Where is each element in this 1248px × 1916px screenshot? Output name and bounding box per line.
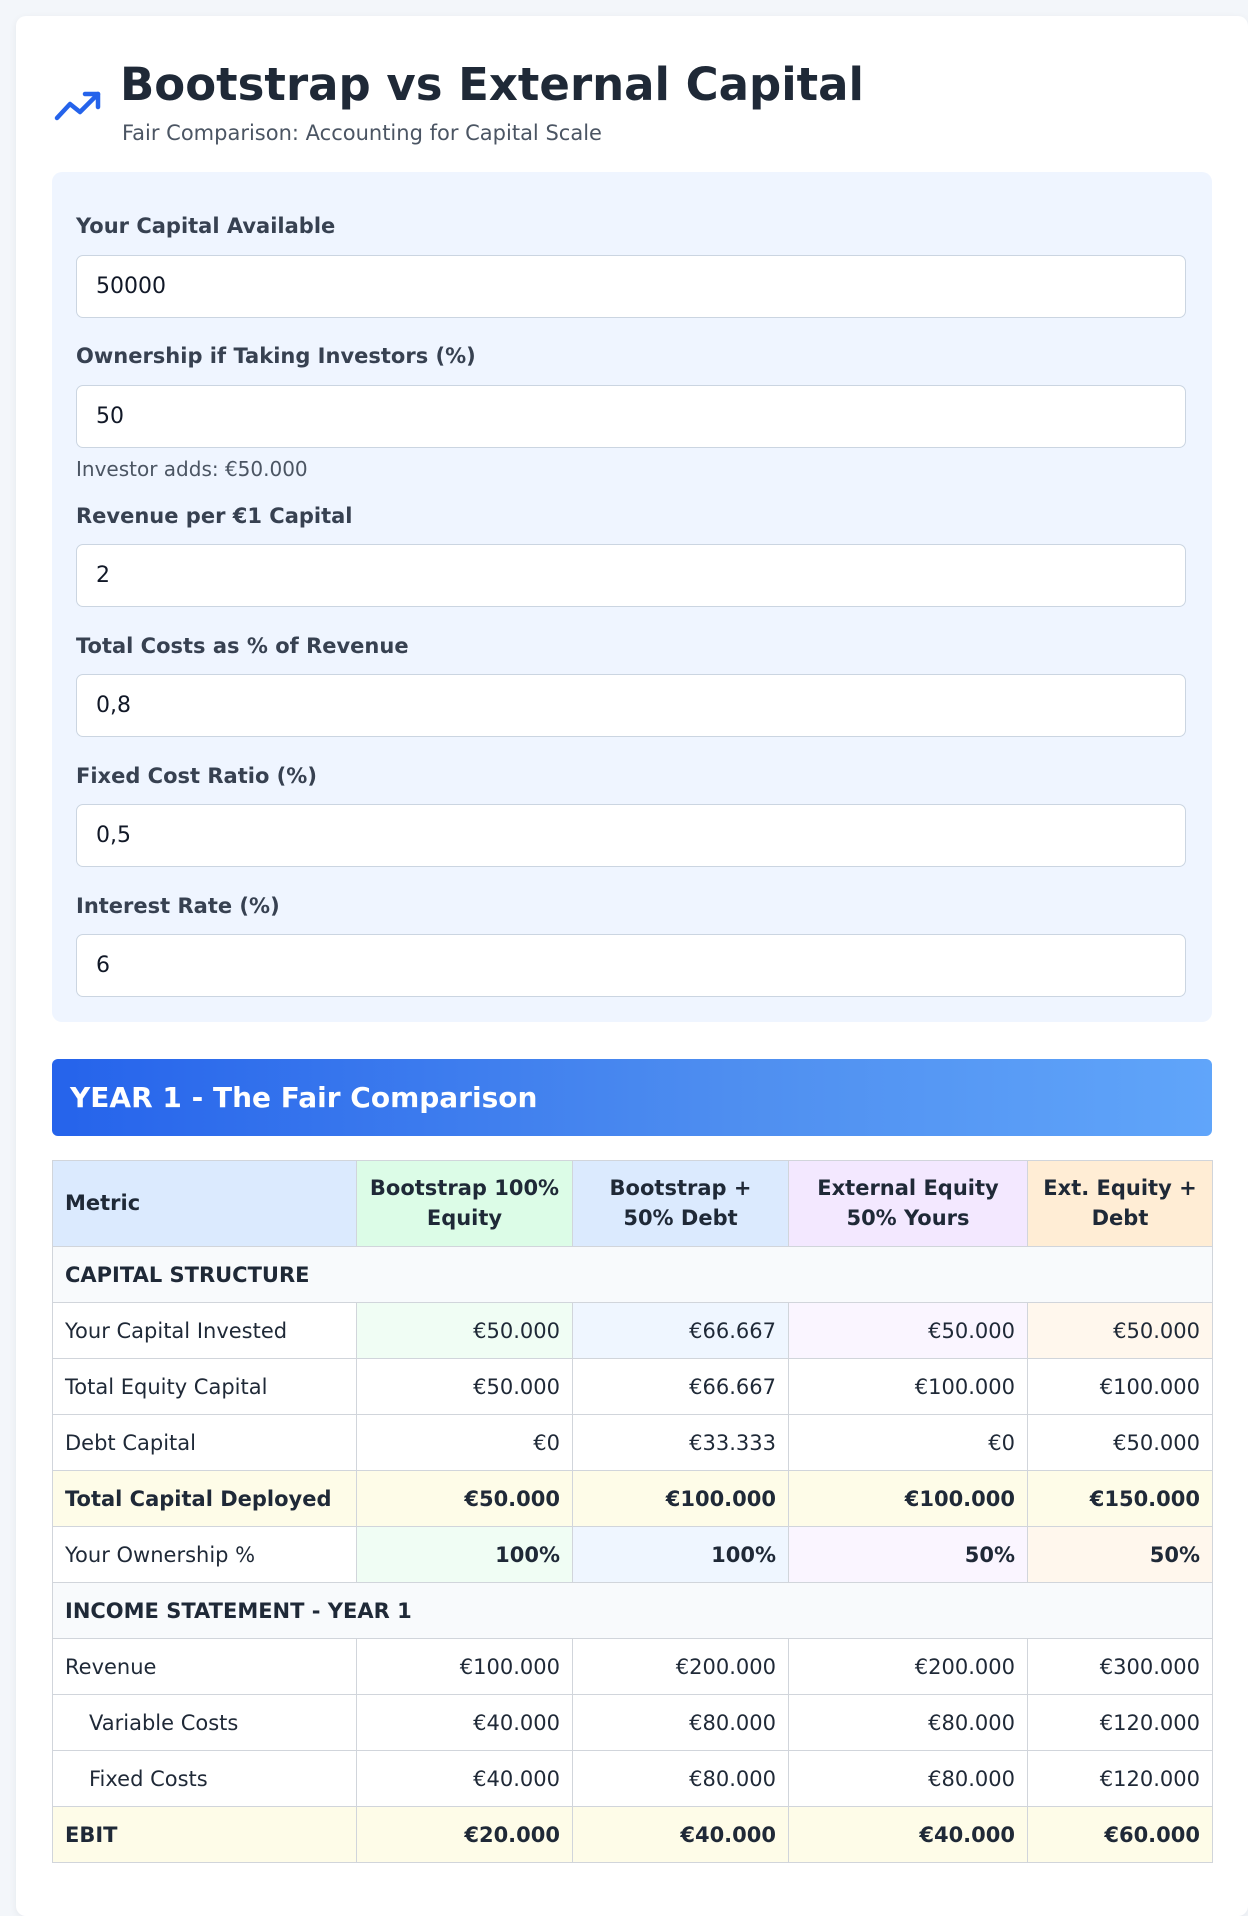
cell-bootstrap: €50.000 <box>357 1359 573 1415</box>
table-row <box>53 1303 1213 1359</box>
cell-ext-equity-debt: €120.000 <box>1028 1695 1213 1751</box>
cell-bootstrap-debt: €40.000 <box>573 1807 789 1863</box>
capital-label: Your Capital Available <box>76 214 336 238</box>
inputs-panel <box>52 172 1212 1022</box>
header-metric: Metric <box>53 1161 357 1247</box>
cell-external-equity: €40.000 <box>789 1807 1028 1863</box>
year1-banner <box>52 1059 1212 1136</box>
header-ext-equity-debt: Ext. Equity + Debt <box>1028 1161 1213 1247</box>
page-subtitle: Fair Comparison: Accounting for Capital Scale <box>122 121 602 145</box>
cell-bootstrap: 100% <box>357 1527 573 1583</box>
row-label: Fixed Costs <box>53 1751 357 1807</box>
row-label: Total Equity Capital <box>53 1359 357 1415</box>
cell-bootstrap: €50.000 <box>357 1471 573 1527</box>
table-row <box>53 1695 1213 1751</box>
total-costs-label: Total Costs as % of Revenue <box>76 634 409 658</box>
investor-adds-hint: Investor adds: €50.000 <box>76 457 308 481</box>
table-row <box>53 1415 1213 1471</box>
cell-bootstrap: €100.000 <box>357 1639 573 1695</box>
header-bootstrap: Bootstrap 100% Equity <box>357 1161 573 1247</box>
cell-bootstrap: €20.000 <box>357 1807 573 1863</box>
row-label: Debt Capital <box>53 1415 357 1471</box>
section-capital-structure: CAPITAL STRUCTURE <box>53 1247 1213 1303</box>
cell-ext-equity-debt: €50.000 <box>1028 1415 1213 1471</box>
cell-external-equity: €0 <box>789 1415 1028 1471</box>
ownership-input[interactable] <box>76 385 1186 448</box>
cell-bootstrap-debt: €80.000 <box>573 1751 789 1807</box>
year1-title: YEAR 1 - The Fair Comparison <box>70 1081 538 1114</box>
table-row <box>53 1527 1213 1583</box>
revenue-per-capital-input[interactable] <box>76 544 1186 607</box>
cell-external-equity: 50% <box>789 1527 1028 1583</box>
cell-bootstrap: €0 <box>357 1415 573 1471</box>
cell-bootstrap-debt: 100% <box>573 1527 789 1583</box>
fixed-cost-ratio-label: Fixed Cost Ratio (%) <box>76 764 317 788</box>
cell-ext-equity-debt: €50.000 <box>1028 1303 1213 1359</box>
section-row <box>53 1247 1213 1303</box>
cell-bootstrap: €40.000 <box>357 1751 573 1807</box>
cell-bootstrap-debt: €33.333 <box>573 1415 789 1471</box>
header-external-equity: External Equity 50% Yours <box>789 1161 1028 1247</box>
section-row <box>53 1583 1213 1639</box>
page-header <box>54 56 1204 156</box>
cell-bootstrap-debt: €80.000 <box>573 1695 789 1751</box>
interest-rate-input[interactable] <box>76 934 1186 997</box>
cell-external-equity: €100.000 <box>789 1359 1028 1415</box>
table-row <box>53 1359 1213 1415</box>
page-title: Bootstrap vs External Capital <box>120 58 864 111</box>
row-label: Variable Costs <box>53 1695 357 1751</box>
cell-ext-equity-debt: €300.000 <box>1028 1639 1213 1695</box>
cell-bootstrap-debt: €66.667 <box>573 1359 789 1415</box>
main-card <box>16 16 1248 1916</box>
row-label: Your Ownership % <box>53 1527 357 1583</box>
row-label: Revenue <box>53 1639 357 1695</box>
table-row <box>53 1639 1213 1695</box>
cell-bootstrap-debt: €100.000 <box>573 1471 789 1527</box>
table-header-row <box>53 1161 1213 1247</box>
cell-external-equity: €80.000 <box>789 1751 1028 1807</box>
capital-input[interactable] <box>76 255 1186 318</box>
cell-external-equity: €80.000 <box>789 1695 1028 1751</box>
cell-external-equity: €50.000 <box>789 1303 1028 1359</box>
total-costs-input[interactable] <box>76 674 1186 737</box>
table-row <box>53 1751 1213 1807</box>
cell-bootstrap: €40.000 <box>357 1695 573 1751</box>
fixed-cost-ratio-input[interactable] <box>76 804 1186 867</box>
cell-ext-equity-debt: €150.000 <box>1028 1471 1213 1527</box>
cell-ext-equity-debt: 50% <box>1028 1527 1213 1583</box>
comparison-table <box>52 1160 1213 1863</box>
row-label: EBIT <box>53 1807 357 1863</box>
table-row <box>53 1471 1213 1527</box>
revenue-per-capital-label: Revenue per €1 Capital <box>76 504 353 528</box>
cell-external-equity: €100.000 <box>789 1471 1028 1527</box>
cell-bootstrap-debt: €66.667 <box>573 1303 789 1359</box>
ownership-label: Ownership if Taking Investors (%) <box>76 344 476 368</box>
trending-up-icon <box>54 86 104 124</box>
cell-bootstrap: €50.000 <box>357 1303 573 1359</box>
cell-ext-equity-debt: €120.000 <box>1028 1751 1213 1807</box>
cell-ext-equity-debt: €60.000 <box>1028 1807 1213 1863</box>
header-bootstrap-debt: Bootstrap + 50% Debt <box>573 1161 789 1247</box>
cell-external-equity: €200.000 <box>789 1639 1028 1695</box>
cell-ext-equity-debt: €100.000 <box>1028 1359 1213 1415</box>
row-label: Your Capital Invested <box>53 1303 357 1359</box>
interest-rate-label: Interest Rate (%) <box>76 894 280 918</box>
table-row <box>53 1807 1213 1863</box>
cell-bootstrap-debt: €200.000 <box>573 1639 789 1695</box>
section-income-statement: INCOME STATEMENT - YEAR 1 <box>53 1583 1213 1639</box>
row-label: Total Capital Deployed <box>53 1471 357 1527</box>
